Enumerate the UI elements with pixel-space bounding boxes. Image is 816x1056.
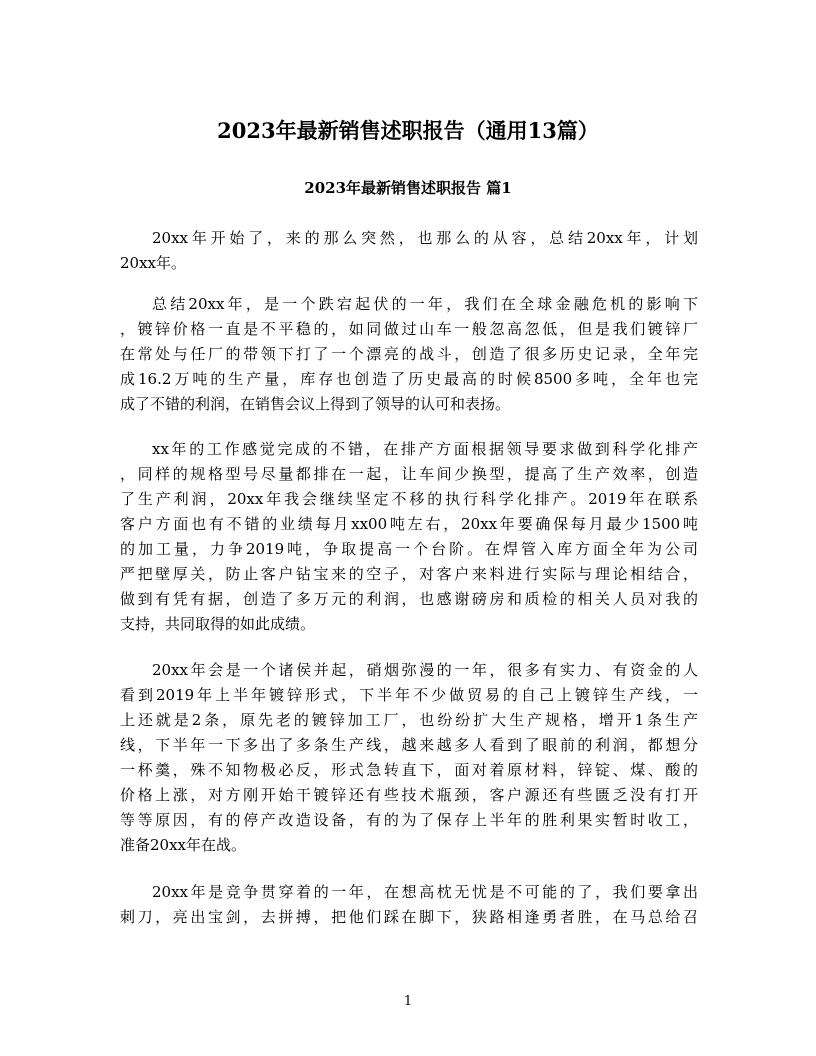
- paragraph-1: [120, 226, 698, 276]
- paragraph-line: 上还就是2条，原先老的镀锌加工厂，也纷纷扩大生产规格，增开1条生产: [120, 711, 698, 729]
- paragraph-line: 了生产利润，20xx年我会继续坚定不移的执行科学化排产。2019年在联系: [120, 490, 698, 508]
- paragraph-3: [120, 437, 698, 637]
- paragraph-2: [120, 292, 698, 417]
- paragraph-line: 等等原因，有的停产改造设备，有的为了保存上半年的胜利果实暂时收工，: [120, 811, 698, 829]
- paragraph-line: 线，下半年一下多出了多条生产线，越来越多人看到了眼前的利润，都想分: [120, 736, 698, 754]
- paragraph-line: ，同样的规格型号尽量都排在一起，让车间少换型，提高了生产效率，创造: [120, 465, 698, 483]
- paragraph-line: ，镀锌价格一直是不平稳的，如同做过山车一般忽高忽低，但是我们镀锌厂: [120, 320, 698, 338]
- paragraph-line: 20xx年会是一个诸侯并起，硝烟弥漫的一年，很多有实力、有资金的人: [152, 661, 698, 679]
- paragraph-line: xx年的工作感觉完成的不错，在排产方面根据领导要求做到科学化排产: [152, 440, 698, 458]
- paragraph-line: 看到2019年上半年镀锌形式，下半年不少做贸易的自己上镀锌生产线，一: [120, 686, 698, 704]
- paragraph-line: 总结20xx年，是一个跌宕起伏的一年，我们在全球金融危机的影响下: [152, 295, 698, 313]
- paragraph-line: 客户方面也有不错的业绩每月xx00吨左右，20xx年要确保每月最少1500吨: [120, 515, 698, 533]
- document-title: 2023年最新销售述职报告（通用13篇）: [217, 118, 599, 143]
- paragraph-line: 的加工量，力争2019吨，争取提高一个台阶。在焊管入库方面全年为公司: [120, 540, 698, 558]
- paragraph-4: [120, 658, 698, 858]
- paragraph-line: 20xx年。: [120, 254, 187, 272]
- paragraph-line: 价格上涨，对方刚开始干镀锌还有些技术瓶颈，客户源还有些匮乏没有打开: [120, 786, 698, 804]
- paragraph-line: 一杯羹，殊不知物极必反，形式急转直下，面对着原材料，锌锭、煤、酸的: [120, 761, 698, 779]
- paragraph-line: 刺刀，亮出宝剑，去拼搏，把他们踩在脚下，狭路相逢勇者胜，在马总给召: [120, 908, 698, 926]
- paragraph-5: [120, 880, 698, 930]
- paragraph-line: 成16.2万吨的生产量，库存也创造了历史最高的时候8500多吨，全年也完: [120, 370, 698, 388]
- paragraph-line: 成了不错的利润，在销售会议上得到了领导的认可和表扬。: [120, 395, 511, 413]
- paragraph-line: 20xx年是竞争贯穿着的一年，在想高枕无忧是不可能的了，我们要拿出: [152, 883, 698, 901]
- paragraph-line: 在常处与任厂的带领下打了一个漂亮的战斗，创造了很多历史记录，全年完: [120, 345, 698, 363]
- page-number: 1: [403, 994, 413, 1009]
- section-title: 2023年最新销售述职报告 篇1: [304, 179, 512, 197]
- paragraph-line: 准备20xx年在战。: [120, 836, 247, 854]
- paragraph-line: 做到有凭有据，创造了多万元的利润，也感谢磅房和质检的相关人员对我的: [120, 590, 698, 608]
- paragraph-line: 严把壁厚关，防止客户钻宝来的空子，对客户来料进行实际与理论相结合，: [120, 565, 698, 583]
- paragraph-line: 支持，共同取得的如此成绩。: [120, 615, 316, 633]
- paragraph-line: 20xx年开始了，来的那么突然，也那么的从容，总结20xx年，计划: [152, 229, 698, 247]
